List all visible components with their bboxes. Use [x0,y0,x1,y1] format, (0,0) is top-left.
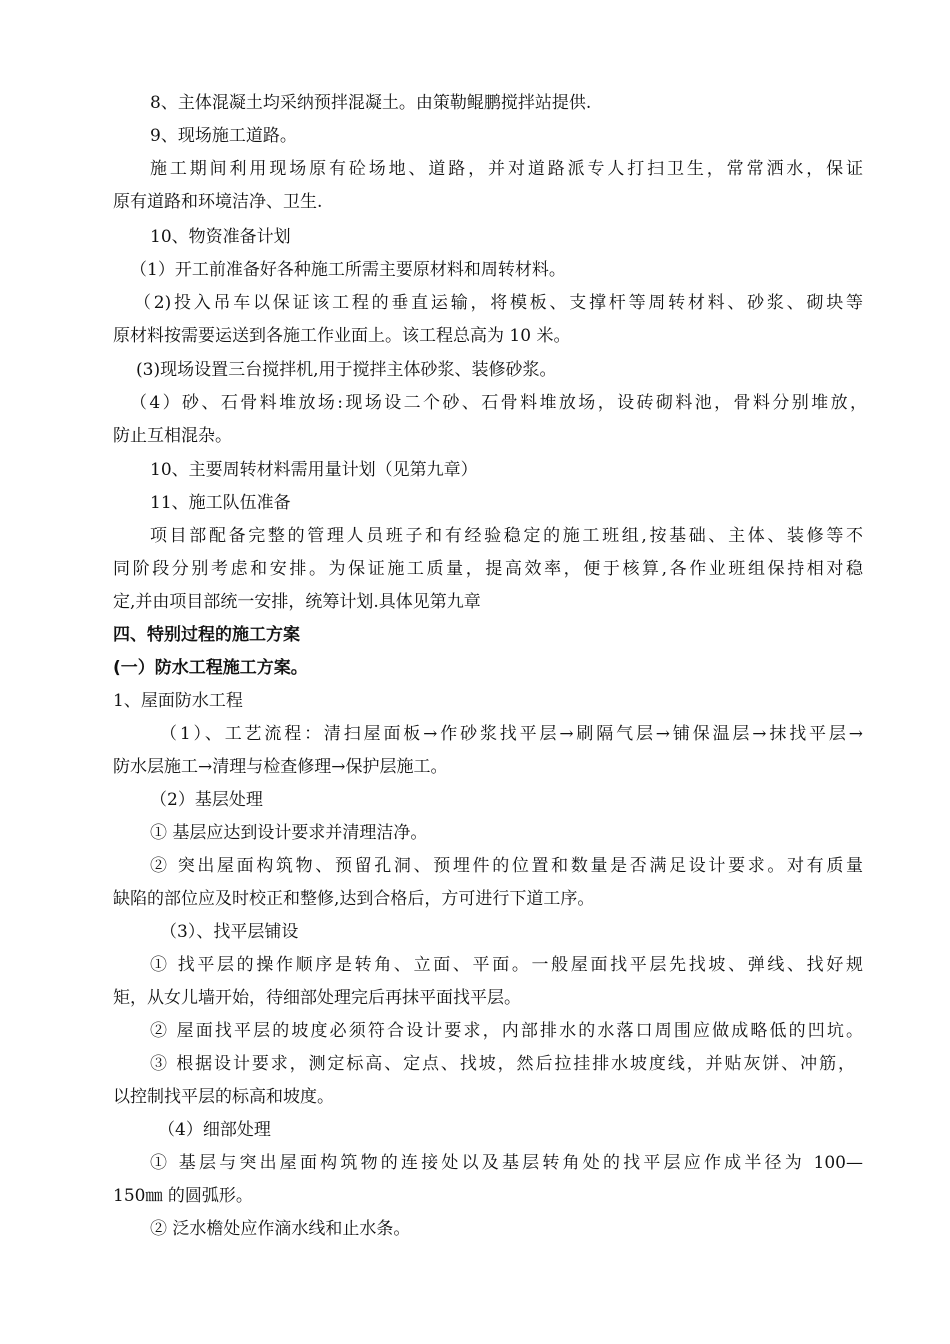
team-para-3: 定,并由项目部统一安排，统筹计划.具体见第九章 [113,592,481,612]
material-4a: （4）砂、石骨料堆放场:现场设二个砂、石骨料堆放场，设砖砌料池，骨料分别堆放， [130,393,867,413]
road-para-1: 施工期间利用现场原有砼场地、道路，并对道路派专人打扫卫生，常常洒水，保证 [150,159,863,179]
subsection-1-heading: (一）防水工程施工方案。 [113,658,308,678]
item-9: 9、现场施工道路。 [150,126,297,146]
material-4b: 防止互相混杂。 [113,426,232,446]
level-2: ② 屋面找平层的坡度必须符合设计要求，内部排水的水落口周围应做成略低的凹坑。 [150,1021,863,1041]
material-1: （1）开工前准备好各种施工所需主要原材料和周转材料。 [130,260,566,280]
level-3b: 以控制找平层的标高和坡度。 [113,1087,334,1107]
process-2: 防水层施工→清理与检查修理→保护层施工。 [113,757,448,777]
item-10: 10、物资准备计划 [150,227,291,247]
item-8: 8、主体混凝土均采纳预拌混凝土。由策勒鲲鹏搅拌站提供. [150,93,592,113]
detail-2: ② 泛水檐处应作滴水线和止水条。 [150,1219,411,1239]
level-1b: 矩，从女儿墙开始，待细部处理完后再抹平面找平层。 [113,988,521,1008]
material-3: (3)现场设置三台搅拌机,用于搅拌主体砂浆、装修砂浆。 [136,360,557,380]
material-2a: （2)投入吊车以保证该工程的垂直运输，将模板、支撑杆等周转材料、砂浆、砌块等 [134,293,863,313]
base-2b: 缺陷的部位应及时校正和整修,达到合格后，方可进行下道工序。 [113,889,595,909]
base-2a: ② 突出屋面构筑物、预留孔洞、预埋件的位置和数量是否满足设计要求。对有质量 [150,856,863,876]
detail-1a: ① 基层与突出屋面构筑物的连接处以及基层转角处的找平层应作成半径为 100— [150,1153,863,1173]
level-heading: （3）、找平层铺设 [160,922,299,942]
team-para-1: 项目部配备完整的管理人员班子和有经验稳定的施工班组,按基础、主体、装修等不 [150,526,863,546]
base-heading: （2）基层处理 [150,790,263,810]
section-4-heading: 四、特别过程的施工方案 [113,625,300,645]
detail-1b: 150㎜ 的圆弧形。 [113,1186,253,1206]
team-para-2: 同阶段分别考虑和安排。为保证施工质量，提高效率，便于核算,各作业班组保持相对稳 [113,559,863,579]
roof-heading: 1、屋面防水工程 [113,691,243,711]
item-11: 11、施工队伍准备 [150,493,291,513]
detail-heading: （4）细部处理 [158,1120,271,1140]
level-3a: ③ 根据设计要求，测定标高、定点、找坡，然后拉挂排水坡度线，并贴灰饼、冲筋， [150,1054,855,1074]
base-1: ① 基层应达到设计要求并清理洁净。 [150,823,428,843]
material-2b: 原材料按需要运送到各施工作业面上。该工程总高为 10 米。 [113,326,571,346]
process-1: （1）、工艺流程：清扫屋面板→作砂浆找平层→刷隔气层→铺保温层→抹找平层→ [160,724,863,744]
level-1a: ① 找平层的操作顺序是转角、立面、平面。一般屋面找平层先找坡、弹线、找好规 [150,955,863,975]
road-para-2: 原有道路和环境洁净、卫生. [113,192,323,212]
item-10b: 10、主要周转材料需用量计划（见第九章） [150,460,478,480]
